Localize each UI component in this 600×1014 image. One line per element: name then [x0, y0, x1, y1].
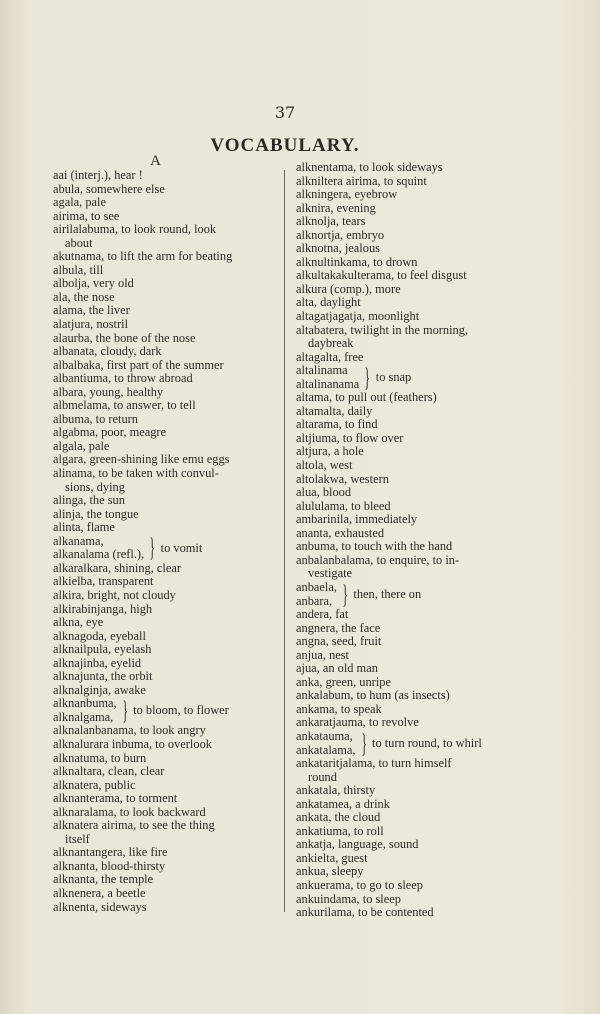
vocab-entry-text: alkura (comp.), more	[296, 281, 401, 296]
vocab-entry-text: alkna, eye	[53, 615, 104, 630]
vocab-entry-text: altolakwa, western	[296, 471, 389, 486]
vocab-entry	[53, 901, 278, 915]
vocab-entry-continuation: sions, dying	[65, 479, 125, 494]
vocab-gloss: to turn round, to whirl	[372, 735, 482, 750]
vocab-entry-text: ankatala, thirsty	[296, 783, 376, 798]
vocab-entry-continuation: vestigate	[308, 566, 353, 581]
vocab-entry-text: alknatuma, to burn	[53, 750, 147, 765]
vocab-entry	[296, 242, 516, 256]
vocab-entry	[53, 819, 278, 846]
vocab-entry	[53, 643, 278, 657]
left-entries	[53, 169, 278, 914]
vocab-entry-text: ananta, exhausted	[296, 525, 385, 540]
vocab-entry	[296, 283, 516, 297]
vocab-entry	[53, 873, 278, 887]
vocab-entry-group	[296, 730, 516, 757]
vocab-entry	[296, 310, 516, 324]
vocab-entry-text: alknagoda, eyeball	[53, 628, 146, 643]
vocab-headword: anbara,	[296, 593, 333, 608]
vocab-entry-text: alknanta, blood-thirsty	[53, 858, 166, 873]
vocab-entry	[296, 175, 516, 189]
vocab-entry-text: ankua, sleepy	[296, 864, 364, 879]
vocab-entry-text: anbuma, to touch with the hand	[296, 539, 453, 554]
vocab-entry-continuation: round	[308, 769, 337, 784]
vocab-entry-text: alinja, the tongue	[53, 506, 139, 521]
vocab-entry	[53, 318, 278, 332]
vocab-entry	[53, 575, 278, 589]
vocab-entry	[53, 359, 278, 373]
vocab-entry-text: alululama, to bleed	[296, 498, 391, 513]
vocab-entry-text: altama, to pull out (feathers)	[296, 390, 437, 405]
vocab-entry-text: alkaralkara, shining, clear	[53, 560, 181, 575]
vocab-headword: alknanbuma,	[53, 696, 117, 711]
vocab-entry-text: ankama, to speak	[296, 701, 382, 716]
vocab-entry	[53, 467, 278, 494]
vocab-entry-text: albantiuma, to throw abroad	[53, 371, 193, 386]
vocab-entry-text: anbalanbalama, to enquire, to in-	[296, 552, 460, 567]
vocab-entry	[296, 188, 516, 202]
vocab-entry-text: alinga, the sun	[53, 493, 125, 508]
vocab-entry	[53, 453, 278, 467]
vocab-entry	[296, 879, 516, 893]
vocab-entry-text: ankielta, guest	[296, 850, 368, 865]
vocab-entry	[53, 264, 278, 278]
vocab-entry	[296, 269, 516, 283]
vocab-entry	[53, 386, 278, 400]
vocab-entry	[53, 806, 278, 820]
vocab-entry	[296, 689, 516, 703]
vocab-entry	[296, 716, 516, 730]
vocab-entry	[296, 703, 516, 717]
vocab-entry-text: alkultakakulterama, to feel disgust	[296, 268, 467, 283]
brace-mark: }	[122, 695, 128, 725]
vocab-entry-continuation: about	[65, 235, 93, 250]
vocab-entry	[296, 432, 516, 446]
vocab-entry	[53, 670, 278, 684]
vocab-entry-text: alkningera, eyebrow	[296, 187, 398, 202]
brace-mark: }	[149, 533, 156, 563]
vocab-entry	[53, 210, 278, 224]
vocab-entry	[53, 372, 278, 386]
vocab-entry	[53, 223, 278, 250]
vocab-entry-text: altagalta, free	[296, 349, 364, 364]
vocab-entry	[53, 752, 278, 766]
vocab-entry-text: angna, seed, fruit	[296, 634, 382, 649]
vocab-entry-text: aai (interj.), hear !	[53, 168, 143, 182]
vocab-entry-text: alknotna, jealous	[296, 241, 380, 256]
vocab-entry	[296, 486, 516, 500]
vocab-entry	[296, 459, 516, 473]
vocab-entry-text: alknalanbanama, to look angry	[53, 723, 206, 738]
vocab-entry	[296, 540, 516, 554]
vocab-entry-text: alknajinba, eyelid	[53, 655, 142, 670]
vocab-gloss: to bloom, to flower	[133, 703, 229, 718]
vocab-entry-text: alknaralama, to look backward	[53, 804, 206, 819]
vocab-entry-text: alknailpula, eyelash	[53, 642, 152, 657]
vocab-entry	[296, 527, 516, 541]
vocab-gloss: to vomit	[160, 540, 203, 555]
vocab-entry	[53, 792, 278, 806]
vocab-entry	[296, 676, 516, 690]
vocab-entry-text: alknentama, to look sideways	[296, 160, 443, 174]
vocab-entry	[53, 332, 278, 346]
vocab-headword: altalinanama	[296, 376, 360, 391]
vocab-entry	[296, 405, 516, 419]
vocab-entry	[53, 779, 278, 793]
vocab-entry-text: ankatja, language, sound	[296, 837, 419, 852]
vocab-entry	[53, 589, 278, 603]
vocab-entry-text: altjura, a hole	[296, 444, 364, 459]
vocab-entry	[296, 215, 516, 229]
vocab-entry	[296, 757, 516, 784]
right-entries	[296, 161, 516, 920]
vocab-entry-text: altamalta, daily	[296, 403, 373, 418]
vocab-entry-text: albula, till	[53, 262, 104, 277]
vocab-entry-text: abula, somewhere else	[53, 181, 165, 196]
vocab-entry-text: ankatamea, a drink	[296, 796, 390, 811]
vocab-entry	[53, 250, 278, 264]
vocab-entry	[53, 887, 278, 901]
vocab-entry	[53, 846, 278, 860]
vocab-entry-text: ankuerama, to go to sleep	[296, 877, 423, 892]
vocab-entry-group	[53, 535, 278, 562]
vocab-entry	[296, 256, 516, 270]
vocab-entry-text: alknenta, sideways	[53, 899, 147, 914]
vocab-entry	[53, 657, 278, 671]
page-number: 37	[274, 103, 296, 122]
vocab-entry-text: alinta, flame	[53, 520, 115, 535]
vocab-entry	[53, 684, 278, 698]
vocab-entry-text: altabatera, twilight in the morning,	[296, 322, 469, 337]
vocab-entry	[296, 622, 516, 636]
vocab-entry-text: alatjura, nostril	[53, 317, 129, 332]
vocab-entry	[53, 399, 278, 413]
vocab-headword: alkanalama (refl.),	[53, 547, 145, 562]
vocab-entry	[53, 562, 278, 576]
vocab-entry	[296, 161, 516, 175]
vocab-entry-group	[53, 697, 278, 724]
page-title: VOCABULARY.	[210, 135, 360, 156]
vocab-entry-text: albuma, to return	[53, 411, 138, 426]
vocab-entry	[296, 500, 516, 514]
vocab-entry	[296, 324, 516, 351]
vocab-entry-text: altarama, to find	[296, 417, 378, 432]
vocab-entry-text: ankatiuma, to roll	[296, 823, 384, 838]
vocab-entry	[53, 630, 278, 644]
vocab-entry	[53, 724, 278, 738]
vocab-entry-text: ala, the nose	[53, 289, 115, 304]
vocab-entry-text: angnera, the face	[296, 620, 381, 635]
vocab-entry-group	[296, 581, 516, 608]
vocab-entry	[53, 508, 278, 522]
vocab-entry	[53, 603, 278, 617]
vocab-entry	[296, 852, 516, 866]
vocab-entry	[296, 391, 516, 405]
vocab-entry	[296, 798, 516, 812]
vocab-entry-text: airilalabuma, to look round, look	[53, 222, 217, 237]
vocab-entry-text: anka, green, unripe	[296, 674, 391, 689]
vocab-entry	[296, 635, 516, 649]
vocab-entry-text: alknantangera, like fire	[53, 845, 168, 860]
vocab-entry-text: ankalabum, to hum (as insects)	[296, 688, 450, 703]
vocab-entry	[296, 906, 516, 920]
vocab-entry-text: alknalurara inbuma, to overlook	[53, 736, 212, 751]
vocab-entry	[53, 277, 278, 291]
vocab-entry	[296, 608, 516, 622]
vocab-entry	[53, 494, 278, 508]
vocab-entry-text: alua, blood	[296, 485, 352, 500]
vocab-entry	[53, 426, 278, 440]
column-divider	[284, 170, 285, 912]
vocab-entry-text: alknatera, public	[53, 777, 136, 792]
vocab-entry-text: altagatjagatja, moonlight	[296, 309, 420, 324]
vocab-entry	[53, 413, 278, 427]
vocab-entry	[53, 616, 278, 630]
vocab-entry-text: algala, pale	[53, 438, 110, 453]
vocab-entry	[296, 893, 516, 907]
vocab-entry-text: alkirabinjanga, high	[53, 601, 153, 616]
vocab-entry	[296, 554, 516, 581]
vocab-entry-text: alknira, evening	[296, 200, 376, 215]
vocab-entry	[296, 351, 516, 365]
vocab-entry-text: algara, green-shining like emu eggs	[53, 452, 230, 467]
vocab-entry	[296, 838, 516, 852]
vocab-entry	[296, 662, 516, 676]
vocab-entry	[296, 784, 516, 798]
vocab-entry-continuation: itself	[65, 831, 90, 846]
right-column	[296, 161, 516, 920]
vocab-entry-text: alta, daylight	[296, 295, 361, 310]
vocab-entry	[53, 440, 278, 454]
vocab-entry-text: ankuindama, to sleep	[296, 891, 401, 906]
vocab-entry	[296, 473, 516, 487]
vocab-entry	[296, 202, 516, 216]
vocab-entry-text: albolja, very old	[53, 276, 134, 291]
vocab-entry-continuation: daybreak	[308, 336, 354, 351]
vocab-entry-text: ankurilama, to be contented	[296, 905, 434, 920]
vocab-entry-text: albara, young, healthy	[53, 384, 164, 399]
vocab-entry-text: alknultinkama, to drown	[296, 254, 418, 269]
vocab-entry-text: albmelama, to answer, to tell	[53, 398, 196, 413]
vocab-entry	[296, 649, 516, 663]
vocab-headword: altalinama	[296, 363, 348, 378]
vocab-entry-text: ankaratjauma, to revolve	[296, 715, 419, 730]
vocab-entry	[53, 345, 278, 359]
vocab-entry-text: alknatera airima, to see the thing	[53, 818, 215, 833]
vocab-entry-text: algabma, poor, meagre	[53, 425, 167, 440]
vocab-gloss: to snap	[375, 369, 412, 384]
vocab-entry-text: alaurba, the bone of the nose	[53, 330, 196, 345]
vocab-entry-text: alknaltara, clean, clear	[53, 764, 165, 779]
vocab-entry	[296, 811, 516, 825]
vocab-entry-text: albanata, cloudy, dark	[53, 344, 162, 359]
vocab-entry	[53, 169, 278, 183]
vocab-entry-text: andera, fat	[296, 607, 349, 622]
vocab-entry	[53, 291, 278, 305]
vocab-entry-text: altjiuma, to flow over	[296, 430, 404, 445]
vocab-entry-text: ambarinila, immediately	[296, 512, 418, 527]
vocab-entry-text: alknajunta, the orbit	[53, 669, 153, 684]
vocab-entry-text: alkniltera airima, to squint	[296, 173, 427, 188]
vocab-entry-text: agala, pale	[53, 195, 106, 210]
vocab-entry	[296, 513, 516, 527]
vocab-entry	[53, 521, 278, 535]
vocab-entry-group	[296, 364, 516, 391]
vocab-entry-text: alkielba, transparent	[53, 574, 154, 589]
vocab-gloss: then, there on	[353, 586, 422, 601]
vocab-headword: alkanama,	[53, 533, 104, 548]
vocab-entry-text: ajua, an old man	[296, 661, 378, 676]
vocab-entry-text: alknanta, the temple	[53, 872, 154, 887]
vocab-headword: ankatalama,	[296, 742, 356, 757]
vocab-entry-text: alknalginja, awake	[53, 682, 146, 697]
vocab-entry-text: alinama, to be taken with convul-	[53, 466, 219, 481]
vocab-entry	[53, 304, 278, 318]
vocab-entry-text: altola, west	[296, 458, 353, 473]
vocab-entry	[296, 865, 516, 879]
vocab-entry	[53, 183, 278, 197]
vocab-entry-text: alknortja, embryo	[296, 227, 385, 242]
vocab-entry-text: akutnama, to lift the arm for beating	[53, 249, 233, 264]
vocab-entry	[53, 860, 278, 874]
vocab-entry-text: alama, the liver	[53, 303, 130, 318]
vocab-entry	[296, 825, 516, 839]
vocab-entry	[296, 418, 516, 432]
vocab-entry-text: ankata, the cloud	[296, 810, 381, 825]
vocab-entry-text: airima, to see	[53, 208, 120, 223]
section-letter: A	[150, 153, 161, 169]
vocab-entry-text: alknanterama, to torment	[53, 791, 178, 806]
vocab-entry-text: albalbaka, first part of the summer	[53, 357, 224, 372]
vocab-headword: alknalgama,	[53, 709, 114, 724]
vocab-entry-text: alkira, bright, not cloudy	[53, 587, 176, 602]
vocab-entry	[296, 229, 516, 243]
brace-mark: }	[342, 579, 348, 609]
vocab-entry-text: alknenera, a beetle	[53, 885, 146, 900]
vocab-entry	[53, 196, 278, 210]
vocab-entry	[53, 738, 278, 752]
vocab-entry	[296, 296, 516, 310]
vocab-entry-text: ankataritjalama, to turn himself	[296, 756, 452, 771]
vocab-entry	[53, 765, 278, 779]
vocab-headword: anbaela,	[296, 579, 337, 594]
vocab-entry-text: anjua, nest	[296, 647, 349, 662]
brace-mark: }	[364, 362, 371, 392]
vocab-headword: ankatauma,	[296, 728, 353, 743]
brace-mark: }	[360, 728, 367, 758]
vocab-entry	[296, 445, 516, 459]
left-column	[53, 153, 278, 914]
vocab-entry-text: alknolja, tears	[296, 214, 366, 229]
